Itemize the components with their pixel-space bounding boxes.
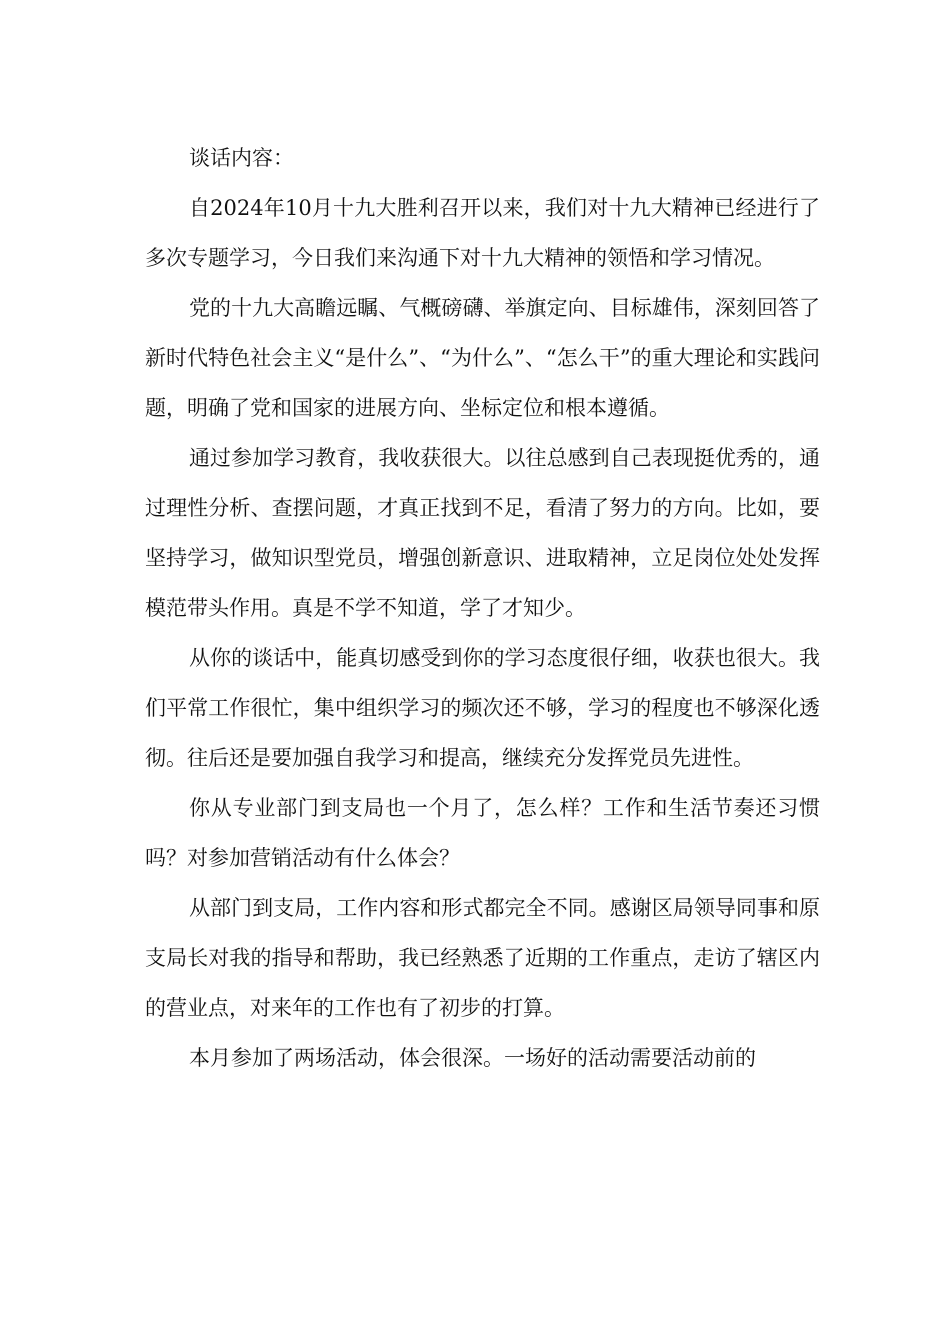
paragraph-heading: 谈话内容：: [189, 146, 294, 170]
paragraph-6: 从部门到支局，工作内容和形式都完全不同。感谢区局领导同事和原支局长对我的指导和帮助，我已经熟悉了近期的工作重点，走访了辖区内的营业点，对来年的工作也有了初步的打算。: [145, 896, 820, 1020]
paragraph-1: 自2024年10月十九大胜利召开以来，我们对十九大精神已经进行了多次专题学习，今日我们来沟通下对十九大精神的领悟和学习情况。: [145, 196, 820, 270]
paragraph-4: 从你的谈话中，能真切感受到你的学习态度很仔细，收获也很大。我们平常工作很忙，集中组织学习的频次还不够，学习的程度也不够深化透彻。往后还是要加强自我学习和提高，继续充分发挥党员先进性。: [145, 646, 820, 770]
paragraph-5: 你从专业部门到支局也一个月了，怎么样？工作和生活节奏还习惯吗？对参加营销活动有什么体会？: [145, 796, 820, 870]
document-body: [145, 133, 820, 1083]
paragraph-3: 通过参加学习教育，我收获很大。以往总感到自己表现挺优秀的，通过理性分析、查摆问题，才真正找到不足，看清了努力的方向。比如，要坚持学习，做知识型党员，增强创新意识、进取精神，立足岗位处处发挥模范带头作用。真是不学不知道，学了才知少。: [145, 446, 820, 620]
paragraph-7: 本月参加了两场活动，体会很深。一场好的活动需要活动前的: [189, 1046, 756, 1070]
paragraph-2: 党的十九大高瞻远瞩、气概磅礴、举旗定向、目标雄伟，深刻回答了新时代特色社会主义“是什么”、“为什么”、“怎么干”的重大理论和实践问题，明确了党和国家的进展方向、坐标定位和根本遵循。: [145, 296, 820, 420]
